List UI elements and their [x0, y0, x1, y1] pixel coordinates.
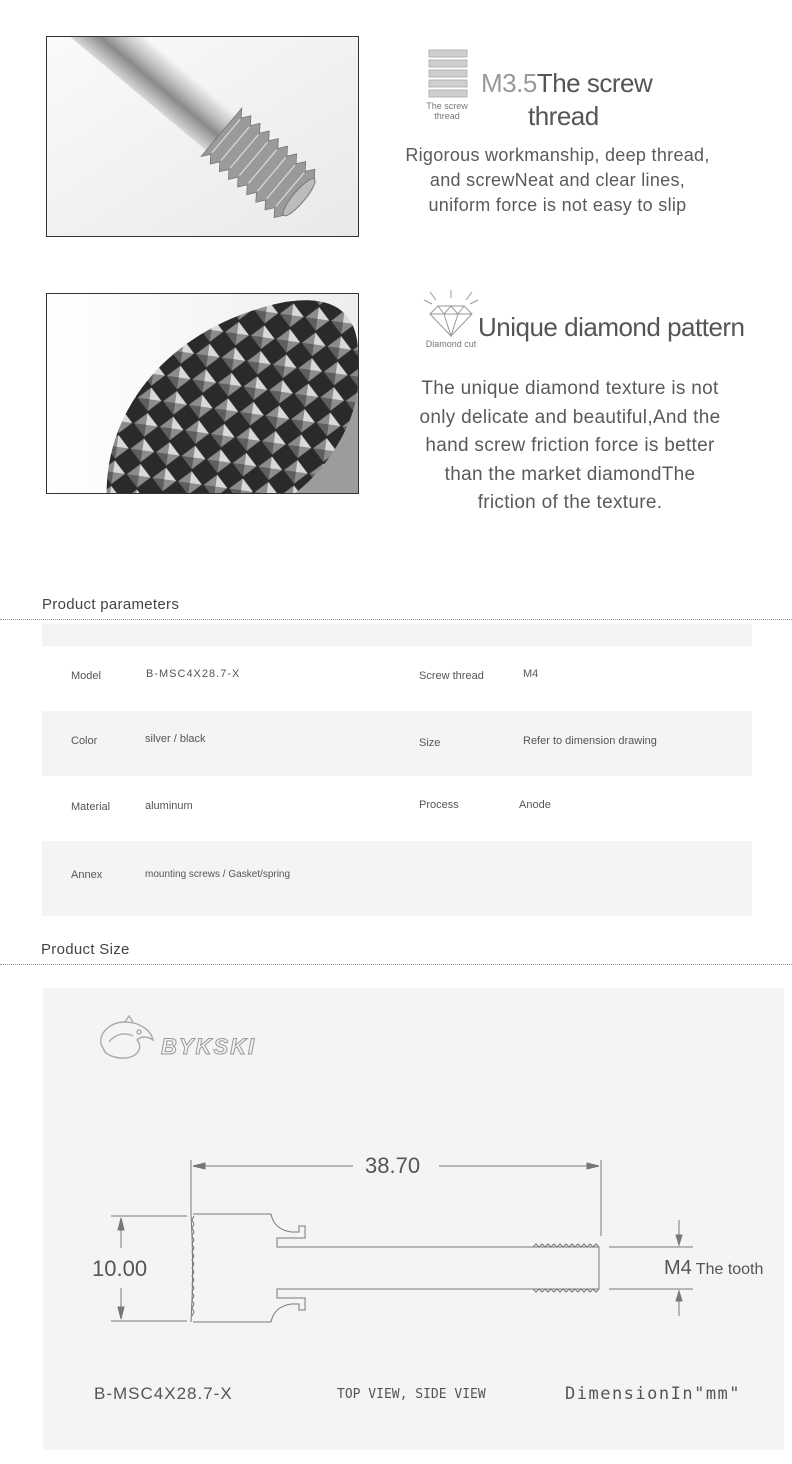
- size-section-title: Product Size: [41, 941, 130, 958]
- feature1-heading: [481, 68, 652, 99]
- drawing-model-number: B-MSC4X28.7-X: [94, 1384, 233, 1403]
- param-label: Annex: [71, 869, 103, 881]
- param-label: Color: [71, 735, 98, 747]
- table-row: [42, 646, 752, 711]
- param-label: Screw thread: [419, 670, 484, 682]
- params-section-title: Product parameters: [42, 596, 180, 613]
- table-row: [42, 711, 752, 776]
- table-row: [42, 776, 752, 841]
- table-row: [42, 841, 752, 916]
- feature2-heading: Unique diamond pattern: [478, 312, 745, 342]
- feature2-desc-line: hand screw friction force is better: [425, 435, 715, 456]
- param-value: B-MSC4X28.7-X: [146, 668, 241, 680]
- diamond-icon-caption: Diamond cut: [425, 339, 477, 349]
- length-dimension-label: 38.70: [365, 1153, 421, 1178]
- feature1-desc-line: Rigorous workmanship, deep thread,: [405, 145, 710, 165]
- screw-dimension-drawing: [43, 988, 784, 1450]
- param-label: Size: [419, 737, 441, 749]
- param-label: Model: [71, 670, 101, 682]
- diameter-dimension-label: 10.00: [92, 1256, 148, 1281]
- feature1-heading-prefix: M3.5: [481, 68, 537, 98]
- screw-thread-icon-caption: The screw thread: [426, 101, 468, 121]
- params-divider: [0, 619, 792, 620]
- diamond-icon: [420, 290, 482, 338]
- thread-dimension-label: [664, 1257, 763, 1280]
- diamond-knurl-photo: [46, 293, 359, 494]
- param-value: M4: [523, 668, 539, 680]
- drawing-unit-note: DimensionIn"mm": [565, 1384, 742, 1404]
- thread-suffix: The tooth: [695, 1261, 764, 1278]
- param-value: mounting screws / Gasket/spring: [145, 869, 291, 880]
- feature2-desc-line: only delicate and beautiful,And the: [419, 406, 721, 428]
- thread-photo: [46, 36, 359, 237]
- param-label: Material: [71, 801, 111, 813]
- feature1-desc-line: uniform force is not easy to slip: [428, 195, 687, 215]
- feature2-description: [400, 375, 740, 518]
- param-label: Process: [419, 799, 459, 811]
- param-value: silver / black: [145, 733, 206, 745]
- thread-size: M4: [664, 1257, 692, 1279]
- feature2-desc-line: friction of the texture.: [477, 492, 663, 513]
- size-divider: [0, 964, 792, 965]
- param-value: Anode: [519, 799, 551, 811]
- drawing-views-label: TOP VIEW, SIDE VIEW: [337, 1387, 486, 1402]
- feature2-desc-line: The unique diamond texture is not: [421, 378, 719, 399]
- params-table: [42, 624, 752, 916]
- feature1-heading-line2: thread: [528, 101, 599, 131]
- feature1-description: [390, 143, 725, 218]
- brand-wordmark: BYKSKI: [161, 1034, 257, 1059]
- feature2-desc-line: than the market diamondThe: [444, 463, 696, 485]
- dimension-drawing-panel: [43, 988, 784, 1450]
- feature1-desc-line: and screwNeat and clear lines,: [429, 170, 686, 190]
- param-value: Refer to dimension drawing: [523, 735, 657, 747]
- screw-thread-icon: [425, 48, 471, 100]
- param-value: aluminum: [145, 800, 193, 812]
- feature1-heading-line1: The screw: [536, 68, 653, 98]
- table-header-strip: [42, 624, 752, 646]
